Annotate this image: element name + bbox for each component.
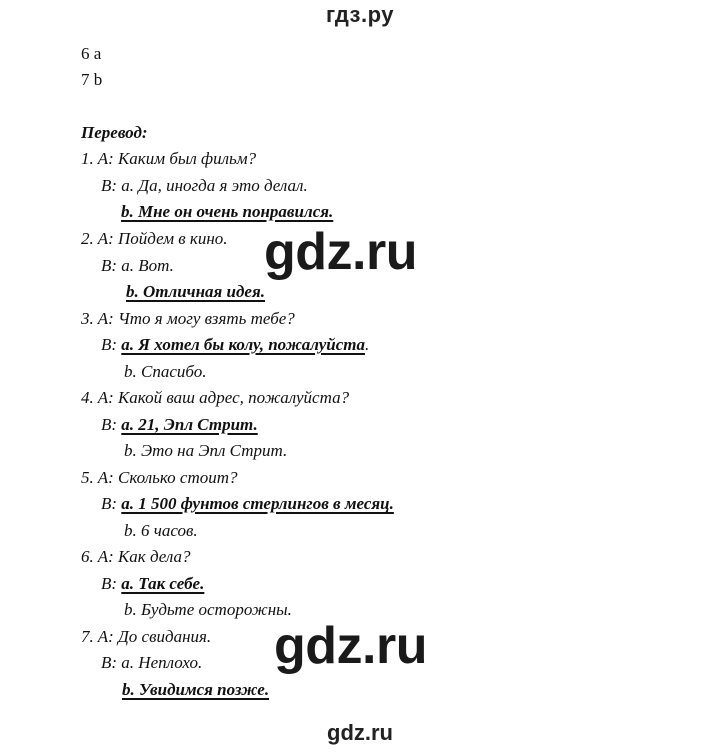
translation-heading: Перевод: — [81, 123, 148, 142]
answer-6 — [81, 44, 101, 64]
dialogue-4-question: 4. A: Какой ваш адрес, пожалуйста? — [81, 388, 350, 407]
dialogue-4-response — [101, 415, 258, 435]
option-a: a. Да, иногда я это делал. — [121, 176, 308, 195]
dialogue-4-option-b: b. Это на Эпл Стрит. — [124, 441, 288, 460]
answer-7 — [81, 70, 102, 90]
watermark-lower: gdz.ru — [274, 617, 427, 675]
dialogue-3-option-b: b. Спасибо. — [124, 362, 207, 381]
answer-letter: b — [93, 70, 103, 89]
correct-option-a: a. 1 500 фунтов стерлингов в месяц. — [121, 494, 394, 513]
dialogue-5-response — [101, 494, 394, 514]
dialogue-3-response — [101, 335, 369, 355]
answer-letter: a — [93, 44, 102, 63]
dialogue-6-question: 6. A: Как дела? — [81, 547, 191, 566]
dialogue-2-response — [101, 256, 174, 276]
dialogue-6-option-b: b. Будьте осторожны. — [124, 600, 292, 619]
speaker-b: B: — [101, 415, 122, 434]
option-suffix: . — [364, 335, 370, 354]
speaker-b: B: — [101, 176, 122, 195]
option-a: a. Неплохо. — [121, 653, 203, 672]
dialogue-1-correct-option: b. Мне он очень понравился. — [121, 202, 334, 221]
correct-option-a: a. 21, Эпл Стрит. — [121, 415, 258, 434]
dialogue-2-question: 2. A: Пойдем в кино. — [81, 229, 228, 248]
dialogue-3-question: 3. A: Что я могу взять тебе? — [81, 309, 295, 328]
correct-option-a: a. Я хотел бы колу, пожалуйста — [121, 335, 365, 354]
speaker-b: B: — [101, 653, 122, 672]
dialogue-2-correct-option: b. Отличная идея. — [126, 282, 265, 301]
watermark-middle: gdz.ru — [264, 223, 417, 281]
correct-option-a: a. Так себе. — [121, 574, 205, 593]
answer-number: 6 — [81, 44, 90, 63]
speaker-b: B: — [101, 335, 122, 354]
dialogue-7-response — [101, 653, 202, 673]
dialogue-5-option-b: b. 6 часов. — [124, 521, 198, 540]
dialogue-1-question: 1. A: Каким был фильм? — [81, 149, 257, 168]
speaker-b: B: — [101, 256, 122, 275]
option-a: a. Вот. — [121, 256, 174, 275]
answer-number: 7 — [81, 70, 90, 89]
speaker-b: B: — [101, 494, 122, 513]
dialogue-6-response — [101, 574, 204, 594]
speaker-b: B: — [101, 574, 122, 593]
dialogue-1-response — [101, 176, 308, 196]
dialogue-7-correct-option: b. Увидимся позже. — [122, 680, 270, 699]
header-watermark: гдз.ру — [326, 2, 394, 27]
dialogue-5-question: 5. A: Сколько стоит? — [81, 468, 238, 487]
dialogue-7-question: 7. A: До свидания. — [81, 627, 212, 646]
footer-watermark: gdz.ru — [327, 720, 393, 745]
